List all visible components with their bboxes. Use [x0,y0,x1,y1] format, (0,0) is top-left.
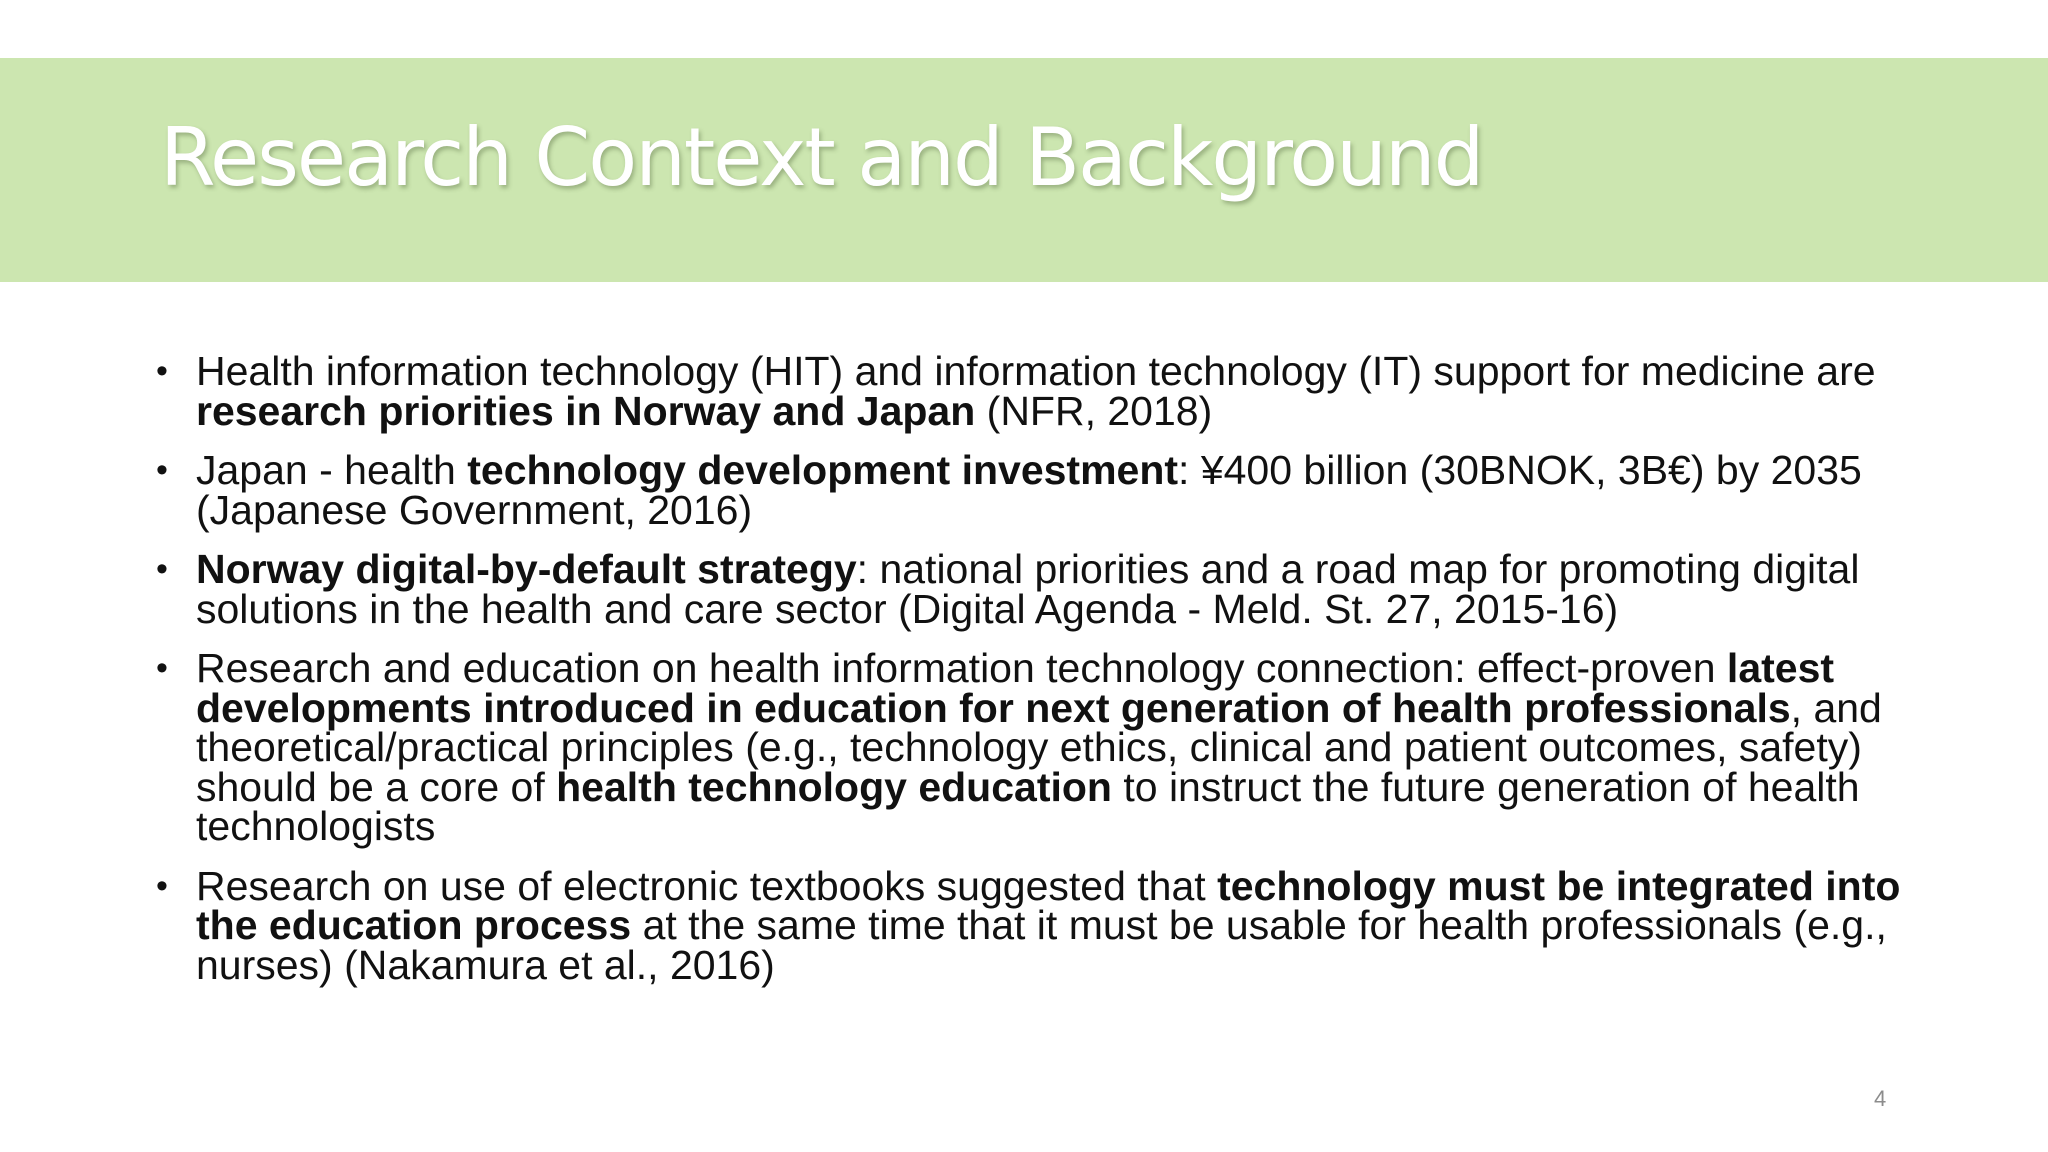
slide-title: Research Context and Background [160,111,1483,204]
bullet-bold-text: technology development investment [467,447,1179,493]
bullet-bold-text: latest developments introduced in education for next generation of health professionals [196,645,1835,731]
bullet-dot-icon: • [156,866,168,905]
bullet-item-japan-investment [148,447,1908,533]
page-number: 4 [1874,1086,1887,1111]
bullet-bold-text: research priorities in Norway and Japan [196,387,976,434]
bullet-dot-icon: • [156,550,168,588]
bullet-text: Research and education on health information technology connection: effect-proven [196,645,1727,691]
bullet-item-hit-priorities [148,348,1908,434]
bullet-dot-icon: • [156,352,168,390]
bullet-bold-text: Norway digital-by-default strategy [196,546,857,592]
bullet-bold-text: health technology education [556,763,1112,810]
bullet-dot-icon: • [156,451,168,489]
bullet-text: Health information technology (HIT) and information technology (IT) support for medicine are [196,348,1876,394]
bullet-item-electronic-textbooks [148,862,1908,988]
bullet-text: Research on use of electronic textbooks suggested that [196,862,1218,909]
bullet-list [148,348,1908,1005]
bullet-text: , and theoretical/practical principles (e.g., technology ethics, clinical and patient outcomes, safety) should be a core of [196,684,1882,810]
bullet-text: Japan - health [196,447,468,493]
bullet-text: (NFR, 2018) [975,387,1213,434]
bullet-text: : national priorities and a road map for promoting digital solutions in the health and care sector (Digital Agenda - Meld. St. 27, 2015-16) [196,546,1860,632]
bullet-item-norway-strategy [148,546,1908,632]
bullet-item-research-education [148,645,1908,849]
bullet-text: at the same time that it must be usable for health professionals (e.g., nurses) (Nakamura et al., 2016) [196,902,1887,988]
bullet-bold-text: technology must be integrated into the education process [196,862,1901,948]
bullet-text: to instruct the future generation of health technologists [196,763,1860,849]
bullet-text: : ¥400 billion (30BNOK, 3B€) by 2035 (Japanese Government, 2016) [196,447,1862,533]
bullet-dot-icon: • [156,649,168,687]
